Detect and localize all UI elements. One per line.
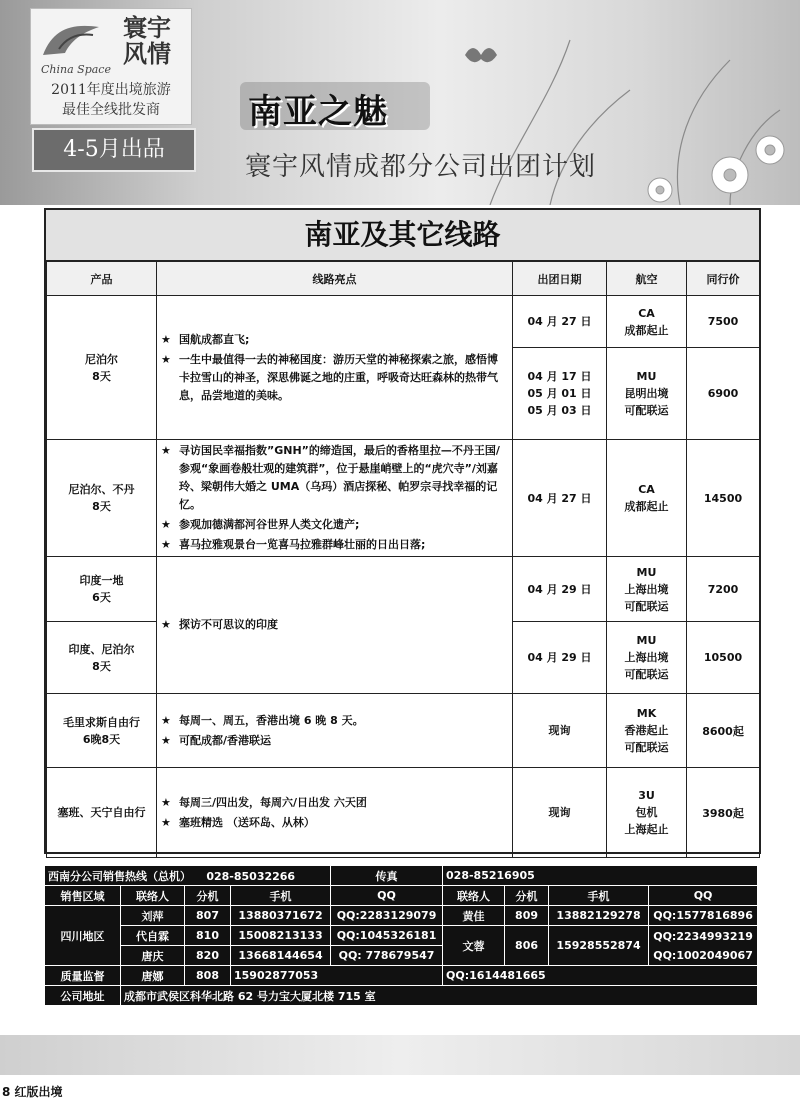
star-icon: ★ bbox=[161, 444, 171, 457]
price-cell: 8600起 bbox=[687, 694, 760, 768]
header-contact: 联络人 bbox=[121, 886, 185, 906]
header-mobile: 手机 bbox=[231, 886, 331, 906]
highlight-item: ★ 寻访国民幸福指数”GNH”的缔造国，最后的香格里拉—不丹王国/参观“象画卷般壮观的建筑群”，位于悬崖峭壁上的“虎穴寺”/刘嘉玲、梁朝伟大婚之 UMA（乌玛）酒店探秘、帕罗宗寻找幸福的记忆。 bbox=[161, 444, 500, 511]
contact-qq: QQ:1577816896 bbox=[649, 906, 758, 926]
contact-ext: 809 bbox=[505, 906, 549, 926]
address-label: 公司地址 bbox=[45, 986, 121, 1006]
highlight-item: ★ 每周三/四出发，每周六/日出发 六天团 bbox=[161, 794, 508, 812]
contact-name: 黄佳 bbox=[443, 906, 505, 926]
quality-ext: 808 bbox=[185, 966, 231, 986]
page-subtitle: 寰宇风情成都分公司出团计划 bbox=[245, 152, 597, 182]
star-icon: ★ bbox=[161, 332, 171, 346]
contact-panel bbox=[44, 865, 757, 1006]
price-cell: 10500 bbox=[687, 622, 760, 694]
banner-title: 南亚之魅 bbox=[248, 92, 388, 132]
contact-header-row bbox=[45, 886, 758, 906]
price-cell: 6900 bbox=[687, 348, 760, 440]
highlight-item: ★ 塞班精选 （送环岛、从林） bbox=[161, 814, 508, 832]
header-qq-2: QQ bbox=[649, 886, 758, 906]
col-header-airline: 航空 bbox=[607, 262, 687, 296]
header-mobile-2: 手机 bbox=[549, 886, 649, 906]
header-banner bbox=[0, 0, 800, 205]
highlight-item: ★ 参观加德满都河谷世界人类文化遗产; bbox=[161, 516, 508, 534]
product-cell: 印度、尼泊尔 8天 bbox=[47, 622, 157, 694]
company-logo bbox=[30, 8, 192, 125]
airline-cell: MU 上海出境 可配联运 bbox=[607, 622, 687, 694]
product-cell: 印度一地 6天 bbox=[47, 557, 157, 622]
address-value: 成都市武侯区科华北路 62 号力宝大厦北楼 715 室 bbox=[121, 986, 758, 1006]
fax-number: 028-85216905 bbox=[443, 866, 758, 886]
quality-row bbox=[45, 966, 758, 986]
logo-award-line1: 2011年度出境旅游 bbox=[51, 82, 171, 98]
date-cell: 04 月 27 日 bbox=[513, 440, 607, 557]
fax-label: 传真 bbox=[331, 866, 443, 886]
butterfly-icon bbox=[465, 48, 497, 62]
price-cell: 14500 bbox=[687, 440, 760, 557]
header-qq: QQ bbox=[331, 886, 443, 906]
contact-ext: 807 bbox=[185, 906, 231, 926]
dragon-logo-icon bbox=[41, 19, 103, 59]
contact-ext: 820 bbox=[185, 946, 231, 966]
star-icon: ★ bbox=[161, 352, 171, 366]
price-cell: 7200 bbox=[687, 557, 760, 622]
date-cell: 04 月 17 日 05 月 01 日 05 月 03 日 bbox=[513, 348, 607, 440]
table-row bbox=[47, 694, 760, 768]
contact-table bbox=[44, 865, 758, 1006]
contact-name: 唐庆 bbox=[121, 946, 185, 966]
airline-cell: MU 昆明出境 可配联运 bbox=[607, 348, 687, 440]
product-cell: 毛里求斯自由行 6晚8天 bbox=[47, 694, 157, 768]
star-icon: ★ bbox=[161, 618, 171, 631]
routes-title: 南亚及其它线路 bbox=[46, 210, 759, 262]
star-icon: ★ bbox=[161, 815, 171, 829]
contact-qq: QQ: 778679547 bbox=[331, 946, 443, 966]
col-header-date: 出团日期 bbox=[513, 262, 607, 296]
contact-qq: QQ:2283129079 bbox=[331, 906, 443, 926]
logo-english-name: China Space bbox=[41, 63, 111, 76]
header-ext: 分机 bbox=[185, 886, 231, 906]
table-row bbox=[47, 296, 760, 348]
highlight-item: ★ 喜马拉雅观景台一览喜马拉雅群峰壮丽的日出日落; bbox=[161, 536, 508, 554]
airline-cell: MK 香港起止 可配联运 bbox=[607, 694, 687, 768]
date-cell: 04 月 29 日 bbox=[513, 557, 607, 622]
contact-ext: 810 bbox=[185, 926, 231, 946]
header-ext-2: 分机 bbox=[505, 886, 549, 906]
price-cell: 7500 bbox=[687, 296, 760, 348]
contact-mobile: 13668144654 bbox=[231, 946, 331, 966]
col-header-product: 产品 bbox=[47, 262, 157, 296]
star-icon: ★ bbox=[161, 733, 171, 747]
airline-cell: CA 成都起止 bbox=[607, 296, 687, 348]
logo-award-line2: 最佳全线批发商 bbox=[62, 102, 160, 118]
page-number-label: 8 红版出境 bbox=[2, 1085, 63, 1099]
date-cell: 04 月 27 日 bbox=[513, 296, 607, 348]
routes-panel bbox=[44, 208, 761, 854]
highlights-cell bbox=[157, 440, 513, 557]
highlight-item: ★ 国航成都直飞; bbox=[161, 331, 508, 349]
product-cell: 塞班、天宁自由行 bbox=[47, 768, 157, 858]
col-header-highlights: 线路亮点 bbox=[157, 262, 513, 296]
contact-qq: QQ:2234993219 QQ:1002049067 bbox=[649, 926, 758, 966]
quality-name: 唐娜 bbox=[121, 966, 185, 986]
airline-cell: CA 成都起止 bbox=[607, 440, 687, 557]
price-cell: 3980起 bbox=[687, 768, 760, 858]
banner-title-block bbox=[240, 82, 440, 132]
date-cell: 04 月 29 日 bbox=[513, 622, 607, 694]
quality-mobile: 15902877053 bbox=[231, 966, 443, 986]
contact-row bbox=[45, 906, 758, 926]
contact-mobile: 13882129278 bbox=[549, 906, 649, 926]
highlight-item: ★ 可配成都/香港联运 bbox=[161, 732, 508, 750]
highlight-item: ★ 每周一、周五，香港出境 6 晚 8 天。 bbox=[161, 712, 508, 730]
address-row bbox=[45, 986, 758, 1006]
hotline-number: 028-85032266 bbox=[206, 869, 296, 883]
highlights-cell bbox=[157, 296, 513, 440]
date-cell: 现询 bbox=[513, 768, 607, 858]
product-cell: 尼泊尔、不丹 8天 bbox=[47, 440, 157, 557]
highlight-item: ★ 一生中最值得一去的神秘国度：游历天堂的神秘探索之旅，感悟博卡拉雪山的神圣，深思佛诞之地的庄重，呼吸奇达旺森林的热带气息，品尝地道的美味。 bbox=[161, 352, 498, 402]
routes-table bbox=[46, 261, 760, 858]
table-row bbox=[47, 768, 760, 858]
airline-cell: 3U 包机 上海起止 bbox=[607, 768, 687, 858]
airline-cell: MU 上海出境 可配联运 bbox=[607, 557, 687, 622]
quality-qq: QQ:1614481665 bbox=[443, 966, 758, 986]
logo-chinese-name: 寰宇 风情 bbox=[123, 13, 171, 68]
contact-name: 代自霖 bbox=[121, 926, 185, 946]
star-icon: ★ bbox=[161, 795, 171, 809]
star-icon: ★ bbox=[161, 713, 171, 727]
header-contact-2: 联络人 bbox=[443, 886, 505, 906]
contact-mobile: 13880371672 bbox=[231, 906, 331, 926]
highlight-item: ★ 探访不可思议的印度 bbox=[161, 616, 508, 634]
quality-label: 质量监督 bbox=[45, 966, 121, 986]
product-cell: 尼泊尔 8天 bbox=[47, 296, 157, 440]
table-row bbox=[47, 557, 760, 622]
contact-name: 刘萍 bbox=[121, 906, 185, 926]
star-icon: ★ bbox=[161, 538, 171, 551]
table-row bbox=[47, 440, 760, 557]
publish-date-badge: 4-5月出品 bbox=[32, 128, 196, 172]
contact-mobile: 15928552874 bbox=[549, 926, 649, 966]
contact-mobile: 15008213133 bbox=[231, 926, 331, 946]
hotline-cell: 西南分公司销售热线（总机） 028-85032266 bbox=[45, 866, 331, 886]
header-region: 销售区域 bbox=[45, 886, 121, 906]
date-cell: 现询 bbox=[513, 694, 607, 768]
highlights-cell bbox=[157, 768, 513, 858]
hotline-row bbox=[45, 866, 758, 886]
contact-ext: 806 bbox=[505, 926, 549, 966]
contact-name: 文蓉 bbox=[443, 926, 505, 966]
region-cell: 四川地区 bbox=[45, 906, 121, 966]
col-header-price: 同行价 bbox=[687, 262, 760, 296]
routes-header-row bbox=[47, 262, 760, 296]
highlights-cell bbox=[157, 694, 513, 768]
footer-flower-decoration bbox=[0, 1035, 800, 1075]
highlights-cell bbox=[157, 557, 513, 694]
star-icon: ★ bbox=[161, 518, 171, 531]
contact-qq: QQ:1045326181 bbox=[331, 926, 443, 946]
